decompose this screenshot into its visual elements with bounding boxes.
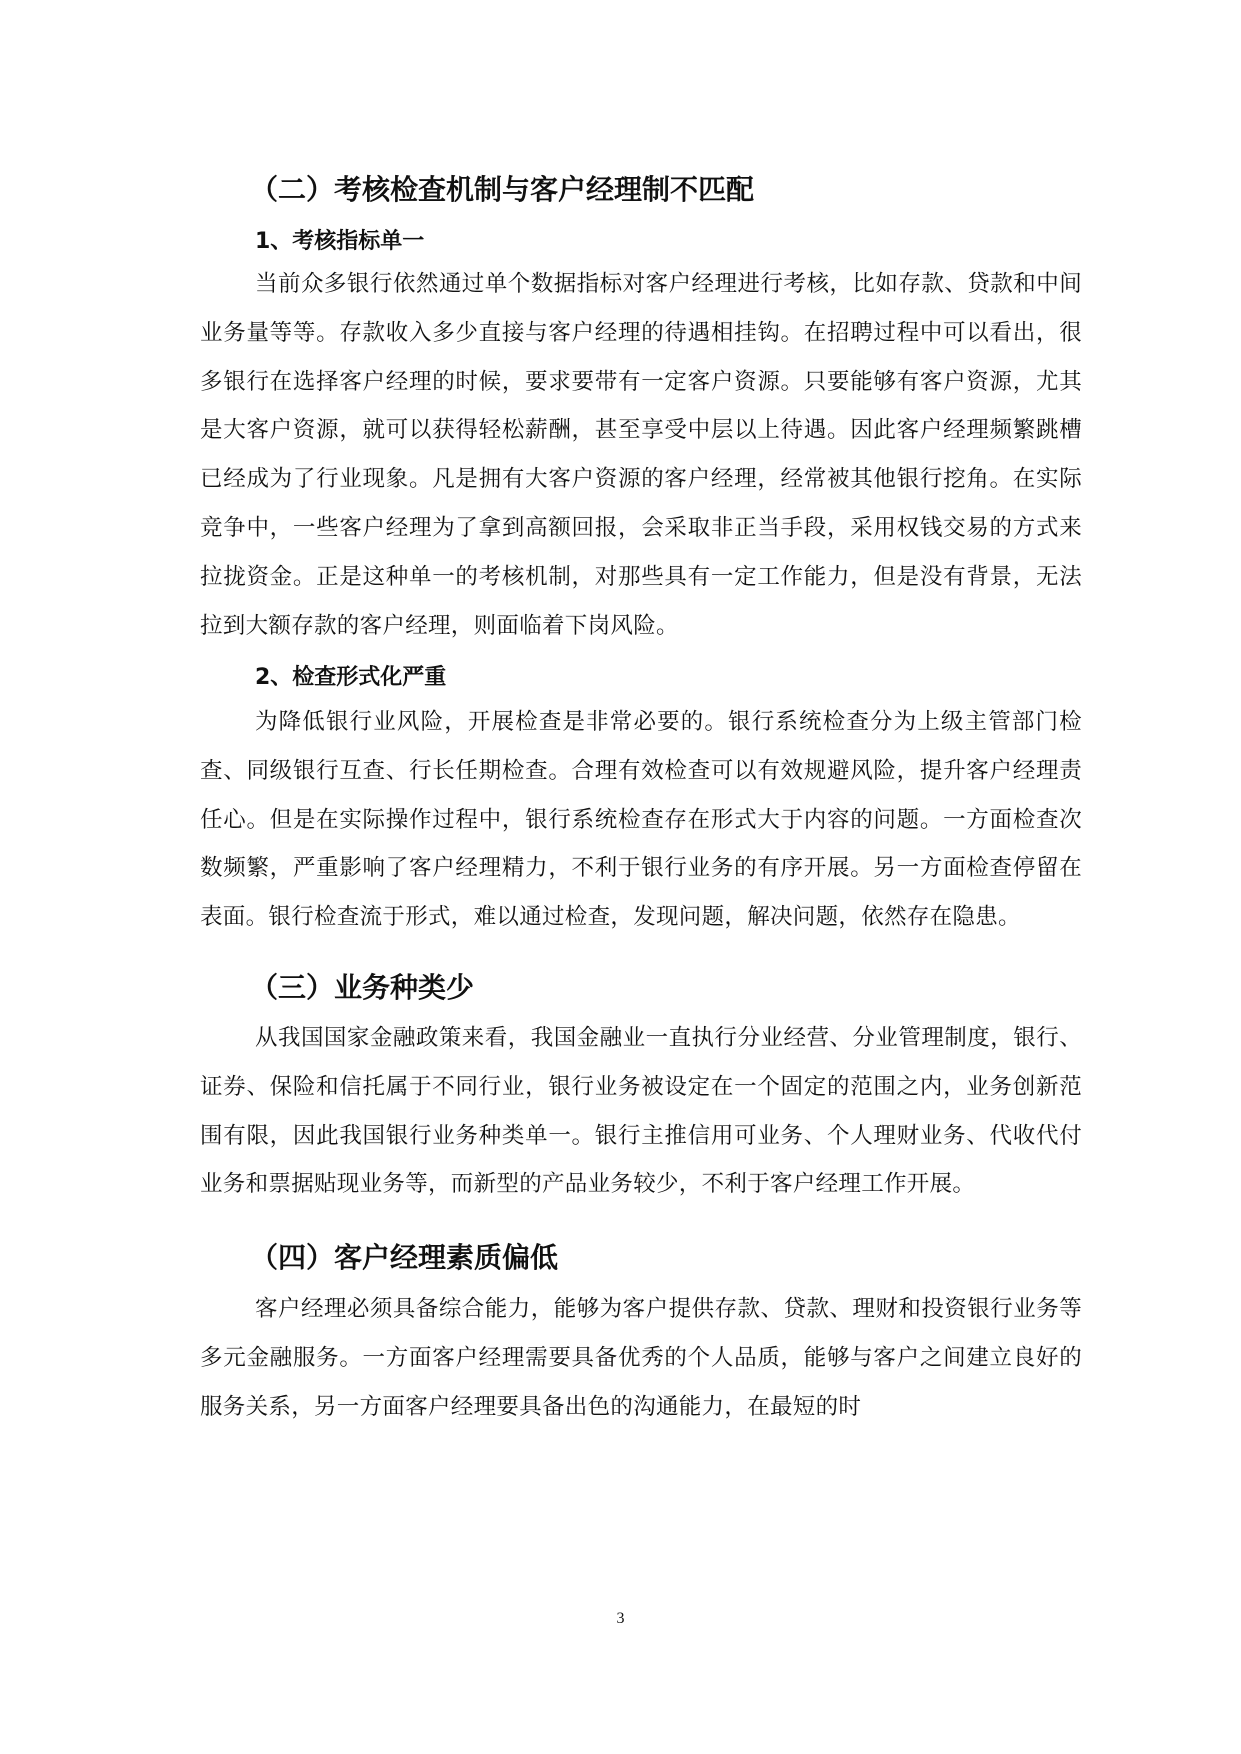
subsection-heading-inspection-formalism: 2、检查形式化严重 [255, 665, 447, 690]
paragraph-inspection-formalism: 为降低银行业风险，开展检查是非常必要的。银行系统检查分为上级主管部门检查、同级银行互查、行长任期检查。合理有效检查可以有效规避风险，提升客户经理责任心。但是在实际操作过程中，银行系统检查存在形式大于内容的问题。一方面检查次数频繁，严重影响了客户经理精力，不利于银行业务的有序开展。另一方面检查停留在表面。银行检查流于形式，难以通过检查，发现问题，解决问题，依然存在隐患。 [200, 709, 1082, 931]
paragraph-business-types: 从我国国家金融政策来看，我国金融业一直执行分业经营、分业管理制度，银行、证券、保险和信托属于不同行业，银行业务被设定在一个固定的范围之内，业务创新范围有限，因此我国银行业务种类单一。银行主推信用可业务、个人理财业务、代收代付业务和票据贴现业务等，而新型的产品业务较少，不利于客户经理工作开展。 [200, 1025, 1082, 1198]
section-heading-four: （四）客户经理素质偏低 [250, 1241, 559, 1274]
section-heading-three: （三）业务种类少 [250, 971, 475, 1004]
paragraph-assessment-indicator: 当前众多银行依然通过单个数据指标对客户经理进行考核，比如存款、贷款和中间业务量等等。存款收入多少直接与客户经理的待遇相挂钩。在招聘过程中可以看出，很多银行在选择客户经理的时候，要求要带有一定客户资源。只要能够有客户资源，尤其是大客户资源，就可以获得轻松薪酬，甚至享受中层以上待遇。因此客户经理频繁跳槽已经成为了行业现象。凡是拥有大客户资源的客户经理，经常被其他银行挖角。在实际竞争中，一些客户经理为了拿到高额回报，会采取非正当手段，采用权钱交易的方式来拉拢资金。正是这种单一的考核机制，对那些具有一定工作能力，但是没有背景，无法拉到大额存款的客户经理，则面临着下岗风险。 [200, 271, 1082, 639]
section-heading-two: （二）考核检查机制与客户经理制不匹配 [250, 173, 755, 206]
paragraph-manager-quality: 客户经理必须具备综合能力，能够为客户提供存款、贷款、理财和投资银行业务等多元金融服务。一方面客户经理需要具备优秀的个人品质，能够与客户之间建立良好的服务关系，另一方面客户经理要具备出色的沟通能力，在最短的时 [200, 1296, 1082, 1420]
page-number: 3 [616, 1610, 625, 1627]
subsection-heading-assessment-indicator: 1、考核指标单一 [255, 229, 425, 254]
